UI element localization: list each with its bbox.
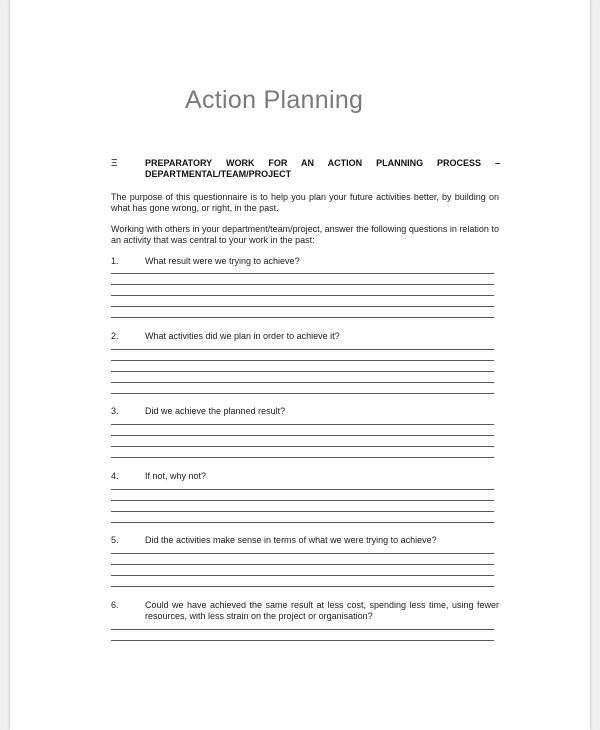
answer-line[interactable] — [111, 360, 494, 361]
answer-line[interactable] — [111, 349, 494, 350]
intro-paragraph-1: The purpose of this questionnaire is to help you plan your future activities better, by building on what has gone wrong, or right, in the past. — [111, 192, 499, 213]
question-6-number: 6. — [111, 600, 119, 610]
answer-line[interactable] — [111, 500, 494, 501]
question-5-number: 5. — [111, 535, 119, 545]
question-3-number: 3. — [111, 406, 119, 416]
answer-line[interactable] — [111, 629, 494, 630]
answer-line[interactable] — [111, 553, 494, 554]
question-5-text: Did the activities make sense in terms of what we were trying to achieve? — [145, 535, 437, 545]
answer-line[interactable] — [111, 371, 494, 372]
answer-line[interactable] — [111, 382, 494, 383]
question-2-number: 2. — [111, 331, 119, 341]
answer-line[interactable] — [111, 446, 494, 447]
answer-line[interactable] — [111, 522, 494, 523]
heading-line-2: DEPARTMENTAL/TEAM/PROJECT — [145, 169, 292, 179]
answer-line[interactable] — [111, 586, 494, 587]
answer-line[interactable] — [111, 295, 494, 296]
answer-line[interactable] — [111, 457, 494, 458]
question-1-number: 1. — [111, 256, 119, 266]
answer-line[interactable] — [111, 489, 494, 490]
answer-line[interactable] — [111, 435, 494, 436]
document-title: Action Planning — [185, 86, 364, 114]
answer-line[interactable] — [111, 317, 494, 318]
answer-line[interactable] — [111, 284, 494, 285]
question-4-text: If not, why not? — [145, 471, 207, 481]
answer-line[interactable] — [111, 306, 494, 307]
heading-text — [145, 158, 500, 180]
answer-line[interactable] — [111, 564, 494, 565]
question-2-text: What activities did we plan in order to achieve it? — [145, 331, 340, 341]
answer-line[interactable] — [111, 393, 494, 394]
answer-line[interactable] — [111, 273, 494, 274]
answer-line[interactable] — [111, 640, 494, 641]
answer-line[interactable] — [111, 424, 494, 425]
heading-bullet: Ξ — [111, 158, 118, 169]
heading-line-1: PREPARATORY WORK FOR AN ACTION PLANNING PROCESS – — [145, 158, 500, 168]
question-1-text: What result were we trying to achieve? — [145, 256, 300, 266]
question-6-text: Could we have achieved the same result at less cost, spending less time, using fewer resources, with less strain on the project or organisation? — [145, 600, 499, 621]
question-3-text: Did we achieve the planned result? — [145, 406, 286, 416]
answer-line[interactable] — [111, 575, 494, 576]
intro-paragraph-2: Working with others in your department/team/project, answer the following questions in relation to an activity that was central to your work in the past: — [111, 224, 499, 245]
question-4-number: 4. — [111, 471, 119, 481]
answer-line[interactable] — [111, 511, 494, 512]
